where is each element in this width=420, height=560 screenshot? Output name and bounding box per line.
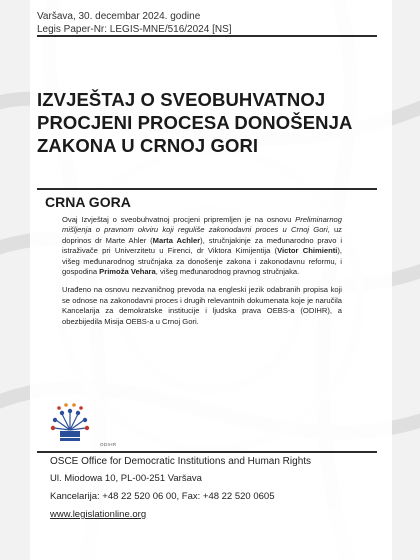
date-line: Varšava, 30. decembar 2024. godine <box>37 11 201 22</box>
footer-organization: OSCE Office for Democratic Institutions and Human Rights <box>50 456 312 467</box>
document-header <box>37 10 377 36</box>
title-line: PROCJENI PROCESA DONOŠENJA <box>37 112 353 133</box>
website-link[interactable]: www.legislationline.org <box>50 509 147 520</box>
author-name: Primoža Vehara <box>99 267 156 277</box>
footer-rule <box>37 451 377 453</box>
footer-contact: Kancelarija: +48 22 520 06 00, Fax: +48 22 520 0605 <box>50 491 275 502</box>
opinion-title: Preliminarnog mišljenja o pravnom okviru koji reguliše zakonodavni proces u Crnoj Gori <box>62 215 342 235</box>
reference-line: Legis Paper-Nr: LEGIS-MNE/516/2024 [NS] <box>37 24 232 35</box>
title-line: ZAKONA U CRNOJ GORI <box>37 135 259 156</box>
author-name: Victor Chimienti <box>277 246 338 256</box>
header-rule <box>37 35 377 37</box>
footer-address: Ul. Miodowa 10, PL-00-251 Varšava <box>50 473 202 484</box>
country-heading: CRNA GORA <box>45 194 131 210</box>
paragraph-1: Ovaj Izvještaj o sveobuhvatnoj procjeni pripremljen je na osnovu Preliminarnog mišljenja o pravnom okviru koji reguliše zakonodavni proces u Crnoj Gori, uz doprinos dr Marte Ahler (Marta Achler), stručnjakinje za međunarodno pravo i istraživače pri Univerzitetu u Firenci, dr Viktora Kimijentija (Victor Chimienti), višeg međunarodnog stručnjaka za donošenje zakona i zakonodavnu reformu, i gospodina Primoža Vehara, višeg međunarodnog pravnog stručnjaka. <box>62 215 343 277</box>
section-rule <box>37 188 377 190</box>
author-name: Marta Achler <box>152 235 201 245</box>
title-line: IZVJEŠTAJ O SVEOBUHVATNOJ <box>37 89 326 110</box>
logo-label: ODIHR <box>100 442 117 447</box>
body-text <box>62 215 342 335</box>
paragraph-2: Urađeno na osnovu nezvaničnog prevoda na engleski jezik odabranih propisa koji se odnose na zakonodavni proces i drugih relevantnih dokumenata koje je naručila Kancelarija za demokratske institucije i ljudska prava OEBS-a (ODIHR), a obezbijedila Misija OEBS-a u Crnoj Gori. <box>62 285 342 326</box>
document-title <box>37 88 377 157</box>
